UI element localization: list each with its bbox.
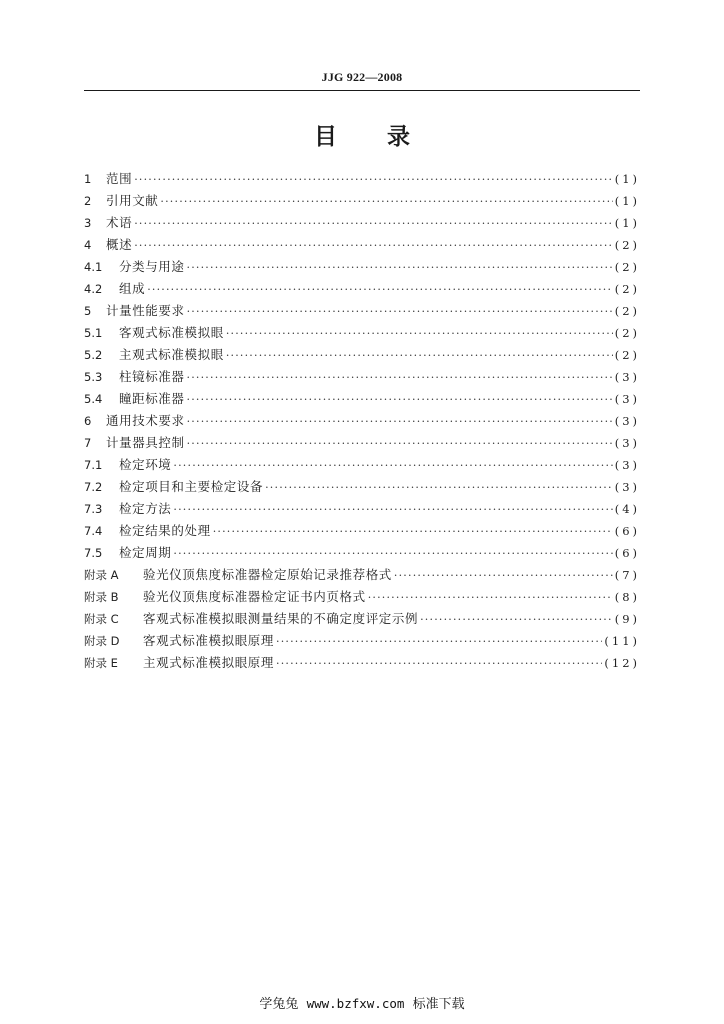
toc-entry-appendix[interactable] [84,608,640,630]
toc-entry-title: 主观式标准模拟眼 [119,347,224,362]
footer-tagline: 标准下载 [412,997,465,1012]
toc-entry-title: 主观式标准模拟眼原理 [143,655,275,670]
toc-entry-title: 术语 [106,215,133,230]
toc-entry-page: (6) [614,524,640,538]
toc-entry[interactable] [84,168,640,190]
toc-entry[interactable] [84,388,640,410]
toc-leader-dots [187,389,613,411]
header-divider [84,90,640,91]
toc-entry-page: (2) [614,326,640,340]
toc-entry-page: (1) [614,216,640,230]
toc-entry-title: 检定方法 [119,501,172,516]
table-of-contents [84,168,640,674]
toc-entry-appendix[interactable] [84,652,640,674]
toc-entry-page: (3) [614,480,640,494]
footer-site-name: 学兔兔 [259,997,299,1012]
toc-entry-number: 附录 D [84,634,120,648]
toc-entry-page: (2) [614,304,640,318]
toc-entry[interactable] [84,300,640,322]
toc-leader-dots [160,191,612,213]
toc-leader-dots [394,565,613,587]
toc-entry-title: 概述 [106,237,133,252]
toc-entry[interactable] [84,190,640,212]
toc-entry[interactable] [84,322,640,344]
toc-entry-number: 附录 A [84,568,119,582]
toc-leader-dots [213,521,613,543]
toc-leader-dots [173,499,612,521]
toc-leader-dots [134,235,613,257]
toc-leader-dots [187,411,613,433]
toc-entry-title: 计量性能要求 [106,303,185,318]
toc-entry-title: 验光仪顶焦度标准器检定证书内页格式 [143,589,366,604]
toc-entry-title: 范围 [106,171,133,186]
toc-entry-page: (2) [614,348,640,362]
toc-entry-number: 附录 B [84,590,119,604]
toc-entry[interactable] [84,234,640,256]
toc-entry-appendix[interactable] [84,564,640,586]
toc-entry-title: 检定周期 [119,545,172,560]
toc-entry-page: (3) [614,392,640,406]
toc-entry-number: 5 [84,304,92,318]
toc-entry-title: 引用文献 [106,193,159,208]
toc-entry-page: (3) [614,458,640,472]
toc-leader-dots [226,345,613,367]
toc-entry[interactable] [84,344,640,366]
toc-entry-title: 检定环境 [119,457,172,472]
toc-leader-dots [187,257,613,279]
site-footer [0,993,724,1012]
toc-entry-number: 2 [84,194,92,208]
toc-entry[interactable] [84,520,640,542]
toc-title [84,118,640,151]
toc-leader-dots [173,455,612,477]
toc-leader-dots [147,279,613,301]
toc-entry-title: 组成 [119,281,146,296]
toc-entry-page: (3) [614,414,640,428]
toc-entry-page: (3) [614,370,640,384]
toc-entry-number: 7 [84,436,92,450]
toc-entry-page: (1) [614,194,640,208]
toc-entry-page: (12) [604,656,640,670]
toc-entry-appendix[interactable] [84,630,640,652]
toc-entry-number: 4.2 [84,282,103,296]
toc-entry-page: (3) [614,436,640,450]
toc-entry[interactable] [84,498,640,520]
toc-entry-number: 1 [84,172,92,186]
toc-entry[interactable] [84,542,640,564]
toc-leader-dots [173,543,612,565]
toc-entry-page: (9) [614,612,640,626]
toc-entry-title: 分类与用途 [119,259,185,274]
toc-leader-dots [134,213,613,235]
toc-title-char-1: 目 [314,124,337,150]
toc-entry-page: (2) [614,282,640,296]
toc-entry-title: 客观式标准模拟眼 [119,325,224,340]
toc-entry-number: 附录 E [84,656,118,670]
toc-entry-page: (1) [614,172,640,186]
toc-entry-title: 客观式标准模拟眼原理 [143,633,275,648]
toc-entry-number: 3 [84,216,92,230]
toc-entry-number: 5.2 [84,348,103,362]
toc-entry-page: (11) [604,634,640,648]
toc-entry[interactable] [84,476,640,498]
toc-leader-dots [265,477,613,499]
toc-entry-number: 5.1 [84,326,103,340]
toc-entry[interactable] [84,410,640,432]
toc-entry-appendix[interactable] [84,586,640,608]
toc-entry-page: (7) [614,568,640,582]
toc-leader-dots [187,301,613,323]
toc-entry-number: 7.4 [84,524,103,538]
toc-entry[interactable] [84,256,640,278]
toc-entry-number: 5.3 [84,370,103,384]
toc-entry-number: 7.1 [84,458,103,472]
toc-entry-title: 验光仪顶焦度标准器检定原始记录推荐格式 [143,567,392,582]
toc-entry-number: 附录 C [84,612,119,626]
toc-entry-title: 通用技术要求 [106,413,185,428]
toc-entry[interactable] [84,432,640,454]
toc-leader-dots [276,631,602,653]
standard-code-header: JJG 922—2008 [321,70,403,84]
toc-entry-number: 4.1 [84,260,103,274]
footer-url-link[interactable]: www.bzfxw.com [306,996,405,1011]
toc-entry[interactable] [84,366,640,388]
toc-entry-page: (2) [614,260,640,274]
toc-entry-title: 客观式标准模拟眼测量结果的不确定度评定示例 [143,611,419,626]
toc-entry-number: 5.4 [84,392,103,406]
toc-leader-dots [226,323,613,345]
toc-entry-number: 4 [84,238,92,252]
toc-entry-title: 检定项目和主要检定设备 [119,479,264,494]
toc-entry[interactable] [84,212,640,234]
toc-entry[interactable] [84,454,640,476]
toc-entry-number: 6 [84,414,92,428]
toc-entry-title: 检定结果的处理 [119,523,211,538]
toc-title-char-2: 录 [387,124,410,150]
toc-entry-page: (8) [614,590,640,604]
toc-leader-dots [420,609,613,631]
toc-entry-title: 计量器具控制 [106,435,185,450]
toc-entry-number: 7.5 [84,546,103,560]
toc-leader-dots [276,653,602,675]
toc-leader-dots [187,367,613,389]
toc-entry-page: (6) [614,546,640,560]
toc-entry-title: 瞳距标准器 [119,391,185,406]
toc-entry-number: 7.3 [84,502,103,516]
toc-entry-number: 7.2 [84,480,103,494]
toc-leader-dots [187,433,613,455]
toc-leader-dots [134,169,613,191]
toc-entry-title: 柱镜标准器 [119,369,185,384]
toc-leader-dots [368,587,613,609]
toc-entry[interactable] [84,278,640,300]
toc-entry-page: (2) [614,238,640,252]
toc-entry-page: (4) [614,502,640,516]
